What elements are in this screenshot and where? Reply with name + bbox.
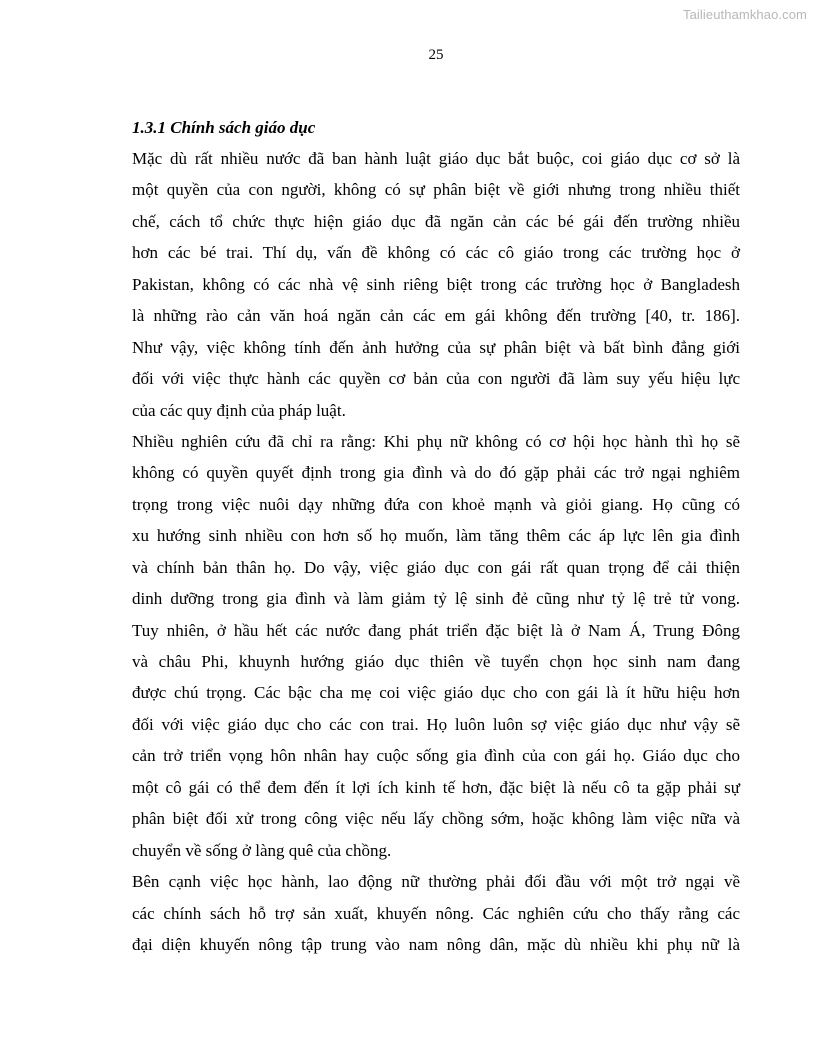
text-line: của các quy định của pháp luật. [132, 400, 346, 420]
text-line: một cô gái có thể đem đến ít lợi ích kinh tế hơn, đặc biệt là nếu cô ta gặp phải sự [132, 777, 740, 797]
text-line: là những rào cản văn hoá ngăn cản các em gái không đến trường [40, tr. 186]. [132, 306, 740, 326]
text-line: và châu Phi, khuynh hướng giáo dục thiên về tuyển chọn học sinh nam đang [132, 652, 740, 671]
text-line: hơn các bé trai. Thí dụ, vấn đề không có các cô giáo trong các trường học ở [132, 243, 740, 263]
document-body [132, 112, 740, 960]
text-line: dinh dưỡng trong gia đình và làm giảm tỷ lệ sinh đẻ cũng như tỷ lệ trẻ tử vong. [132, 589, 740, 609]
section-heading: 1.3.1 Chính sách giáo dục [132, 118, 316, 137]
text-line: Bên cạnh việc học hành, lao động nữ thường phải đối đầu với một trở ngại về [132, 872, 740, 892]
text-line: Tuy nhiên, ở hầu hết các nước đang phát triển đặc biệt là ở Nam Á, Trung Đông [132, 620, 740, 640]
text-line: các chính sách hỗ trợ sản xuất, khuyến nông. Các nghiên cứu cho thấy rằng các [132, 903, 740, 923]
text-line: đối với việc giáo dục cho các con trai. Họ luôn luôn sợ việc giáo dục như vậy sẽ [132, 714, 740, 734]
text-line: một quyền của con người, không có sự phân biệt về giới nhưng trong nhiều thiết [132, 180, 740, 200]
text-line: phân biệt đối xử trong công việc nếu lấy chồng sớm, hoặc không làm việc nữa và [132, 809, 740, 829]
watermark: Tailieuthamkhao.com [682, 7, 807, 22]
text-line: đại diện khuyến nông tập trung vào nam nông dân, mặc dù nhiều khi phụ nữ là [132, 934, 740, 954]
text-line: Như vậy, việc không tính đến ảnh hưởng của sự phân biệt và bất bình đẳng giới [132, 337, 740, 357]
text-line: chế, cách tổ chức thực hiện giáo dục đã ngăn cản các bé gái đến trường nhiều [132, 211, 740, 231]
text-line: cản trở triển vọng hôn nhân hay cuộc sống gia đình của con gái họ. Giáo dục cho [132, 746, 740, 766]
text-line: Pakistan, không có các nhà vệ sinh riêng biệt trong các trường học ở Bangladesh [132, 274, 740, 294]
paragraph-lines [132, 143, 740, 960]
text-line: chuyển về sống ở làng quê của chồng. [132, 840, 392, 860]
text-line: trọng trong việc nuôi dạy những đứa con khoẻ mạnh và giỏi giang. Họ cũng có [132, 494, 740, 514]
text-line: đối với việc thực hành các quyền cơ bản của con người đã làm suy yếu hiệu lực [132, 369, 740, 389]
page-number: 25 [428, 47, 444, 63]
text-line: được chú trọng. Các bậc cha mẹ coi việc giáo dục cho con gái là ít hữu hiệu hơn [132, 683, 740, 703]
text-line: và chính bản thân họ. Do vậy, việc giáo dục con gái rất quan trọng để cải thiện [132, 557, 740, 577]
text-line: không có quyền quyết định trong gia đình và do đó gặp phải các trở ngại nghiêm [132, 463, 740, 483]
text-line: Mặc dù rất nhiều nước đã ban hành luật giáo dục bắt buộc, coi giáo dục cơ sở là [132, 149, 740, 168]
text-line: Nhiều nghiên cứu đã chỉ ra rằng: Khi phụ nữ không có cơ hội học hành thì họ sẽ [132, 431, 740, 451]
text-line: xu hướng sinh nhiều con hơn số họ muốn, làm tăng thêm các áp lực lên gia đình [132, 526, 740, 546]
